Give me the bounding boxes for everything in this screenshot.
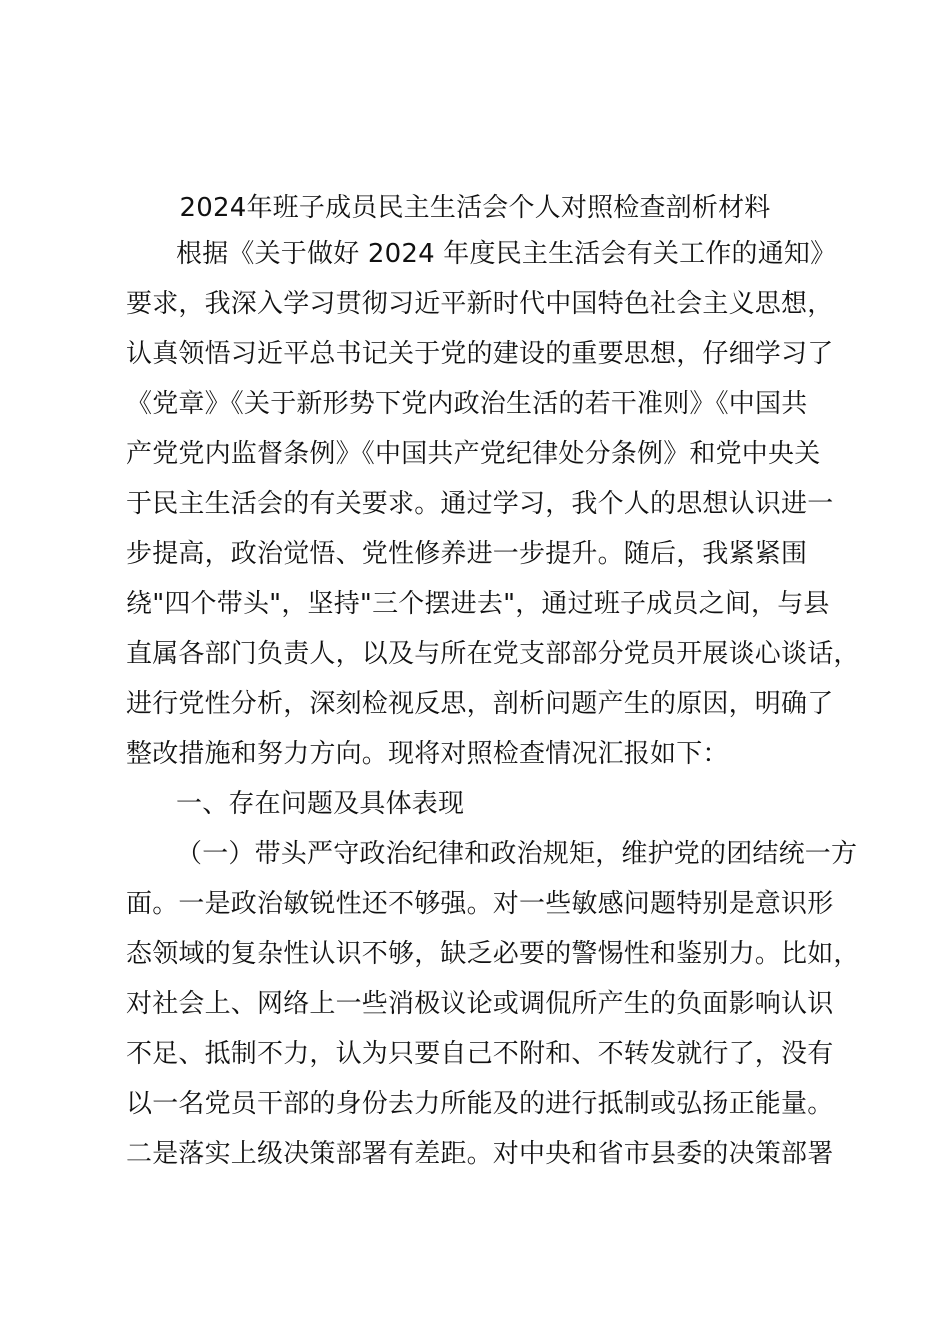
section-heading: 一、存在问题及具体表现 xyxy=(176,789,465,819)
paragraph-line: 对社会上、网络上一些消极议论或调侃所产生的负面影响认识 xyxy=(126,989,834,1019)
paragraph-line: 直属各部门负责人，以及与所在党支部部分党员开展谈心谈话， xyxy=(126,639,860,669)
paragraph-line: 产党党内监督条例》《中国共产党纪律处分条例》和党中央关 xyxy=(126,439,821,469)
paragraph-line: 认真领悟习近平总书记关于党的建设的重要思想，仔细学习了 xyxy=(126,339,834,369)
paragraph-line: 态领域的复杂性认识不够，缺乏必要的警惕性和鉴别力。比如， xyxy=(126,939,860,969)
document-title: 2024年班子成员民主生活会个人对照检查剖析材料 xyxy=(179,193,771,223)
paragraph-line: 面。一是政治敏锐性还不够强。对一些敏感问题特别是意识形 xyxy=(126,889,834,919)
paragraph-line: 于民主生活会的有关要求。通过学习，我个人的思想认识进一 xyxy=(126,489,834,519)
paragraph-line: 进行党性分析，深刻检视反思，剖析问题产生的原因，明确了 xyxy=(126,689,834,719)
paragraph-line: 不足、抵制不力，认为只要自己不附和、不转发就行了，没有 xyxy=(126,1039,834,1069)
paragraph-line: 整改措施和努力方向。现将对照检查情况汇报如下： xyxy=(126,739,729,769)
paragraph-line: （一）带头严守政治纪律和政治规矩，维护党的团结统一方 xyxy=(176,839,858,869)
paragraph-line: 绕"四个带头"，坚持"三个摆进去"，通过班子成员之间，与县 xyxy=(126,589,830,619)
paragraph-line: 要求，我深入学习贯彻习近平新时代中国特色社会主义思想， xyxy=(126,289,834,319)
paragraph-line: 二是落实上级决策部署有差距。对中央和省市县委的决策部署 xyxy=(126,1139,834,1169)
paragraph-line: 根据《关于做好 2024 年度民主生活会有关工作的通知》 xyxy=(176,239,837,269)
paragraph-line: 以一名党员干部的身份去力所能及的进行抵制或弘扬正能量。 xyxy=(126,1089,834,1119)
paragraph-line: 《党章》《关于新形势下党内政治生活的若干准则》《中国共 xyxy=(126,389,808,419)
paragraph-line: 步提高，政治觉悟、党性修养进一步提升。随后，我紧紧围 xyxy=(126,539,808,569)
